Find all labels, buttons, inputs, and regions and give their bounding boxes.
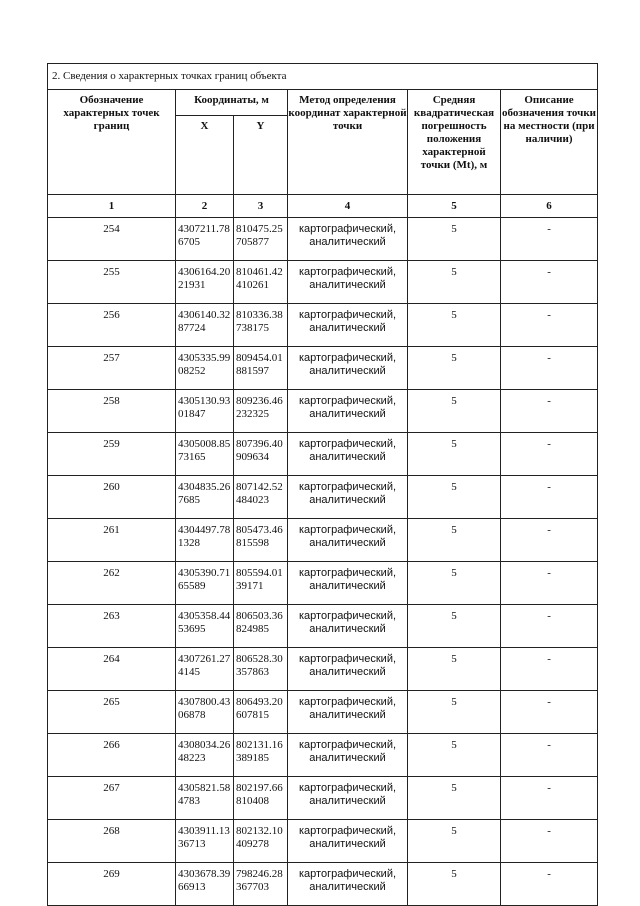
coord-y: 807142.52484023 — [234, 476, 288, 519]
coord-x: 4305390.7165589 — [176, 562, 234, 605]
column-number: 3 — [234, 195, 288, 218]
point-id: 266 — [48, 734, 176, 777]
table-row — [48, 605, 598, 648]
table-row — [48, 433, 598, 476]
description: - — [501, 777, 598, 820]
error-value: 5 — [408, 562, 501, 605]
coord-x: 4307261.274145 — [176, 648, 234, 691]
boundary-points-table — [47, 63, 598, 906]
error-value: 5 — [408, 261, 501, 304]
section-title: 2. Сведения о характерных точках границ объекта — [48, 64, 598, 90]
column-number: 1 — [48, 195, 176, 218]
header-x: X — [176, 116, 234, 195]
method: картографический, аналитический — [288, 605, 408, 648]
error-value: 5 — [408, 777, 501, 820]
coord-x: 4307211.786705 — [176, 218, 234, 261]
point-id: 267 — [48, 777, 176, 820]
coord-x: 4303911.1336713 — [176, 820, 234, 863]
error-value: 5 — [408, 863, 501, 906]
method: картографический, аналитический — [288, 820, 408, 863]
coord-x: 4304835.267685 — [176, 476, 234, 519]
coord-y: 809454.01881597 — [234, 347, 288, 390]
header-description: Описание обозначения точки на местности (при наличии) — [501, 90, 598, 195]
table-row — [48, 562, 598, 605]
point-id: 263 — [48, 605, 176, 648]
point-id: 268 — [48, 820, 176, 863]
coord-x: 4304497.781328 — [176, 519, 234, 562]
coord-x: 4306164.2021931 — [176, 261, 234, 304]
point-id: 264 — [48, 648, 176, 691]
description: - — [501, 820, 598, 863]
method: картографический, аналитический — [288, 261, 408, 304]
coord-y: 806493.20607815 — [234, 691, 288, 734]
description: - — [501, 304, 598, 347]
table-row — [48, 734, 598, 777]
column-number: 6 — [501, 195, 598, 218]
table-row — [48, 863, 598, 906]
coord-x: 4305130.9301847 — [176, 390, 234, 433]
coord-y: 807396.40909634 — [234, 433, 288, 476]
table-row — [48, 519, 598, 562]
table-row — [48, 476, 598, 519]
point-id: 255 — [48, 261, 176, 304]
coord-y: 802132.10409278 — [234, 820, 288, 863]
header-error: Средняя квадратическая погрешность положения характерной точки (Mt), м — [408, 90, 501, 195]
coord-y: 802197.66810408 — [234, 777, 288, 820]
coord-y: 810461.42410261 — [234, 261, 288, 304]
error-value: 5 — [408, 347, 501, 390]
description: - — [501, 562, 598, 605]
description: - — [501, 605, 598, 648]
table-row — [48, 304, 598, 347]
coord-y: 798246.28367703 — [234, 863, 288, 906]
coord-y: 810475.25705877 — [234, 218, 288, 261]
table-row — [48, 691, 598, 734]
column-number-row — [48, 195, 598, 218]
coord-x: 4306140.3287724 — [176, 304, 234, 347]
coord-y: 805473.46815598 — [234, 519, 288, 562]
point-id: 257 — [48, 347, 176, 390]
method: картографический, аналитический — [288, 476, 408, 519]
coord-y: 810336.38738175 — [234, 304, 288, 347]
method: картографический, аналитический — [288, 863, 408, 906]
point-id: 254 — [48, 218, 176, 261]
header-coords: Координаты, м — [176, 90, 288, 116]
description: - — [501, 390, 598, 433]
column-number: 2 — [176, 195, 234, 218]
description: - — [501, 519, 598, 562]
description: - — [501, 347, 598, 390]
error-value: 5 — [408, 433, 501, 476]
table-row — [48, 648, 598, 691]
coord-x: 4305821.584783 — [176, 777, 234, 820]
error-value: 5 — [408, 390, 501, 433]
error-value: 5 — [408, 648, 501, 691]
error-value: 5 — [408, 218, 501, 261]
table-row — [48, 820, 598, 863]
point-id: 269 — [48, 863, 176, 906]
coord-x: 4307800.4306878 — [176, 691, 234, 734]
description: - — [501, 734, 598, 777]
description: - — [501, 218, 598, 261]
point-id: 261 — [48, 519, 176, 562]
error-value: 5 — [408, 691, 501, 734]
coord-y: 805594.0139171 — [234, 562, 288, 605]
coord-y: 806503.36824985 — [234, 605, 288, 648]
point-id: 262 — [48, 562, 176, 605]
table-row — [48, 218, 598, 261]
point-id: 258 — [48, 390, 176, 433]
error-value: 5 — [408, 605, 501, 648]
coord-x: 4305335.9908252 — [176, 347, 234, 390]
method: картографический, аналитический — [288, 777, 408, 820]
error-value: 5 — [408, 519, 501, 562]
method: картографический, аналитический — [288, 304, 408, 347]
column-number: 4 — [288, 195, 408, 218]
description: - — [501, 261, 598, 304]
method: картографический, аналитический — [288, 390, 408, 433]
header-point: Обозначение характерных точек границ — [48, 90, 176, 195]
error-value: 5 — [408, 820, 501, 863]
method: картографический, аналитический — [288, 433, 408, 476]
coord-x: 4303678.3966913 — [176, 863, 234, 906]
method: картографический, аналитический — [288, 691, 408, 734]
table-row — [48, 261, 598, 304]
method: картографический, аналитический — [288, 562, 408, 605]
coord-y: 806528.30357863 — [234, 648, 288, 691]
error-value: 5 — [408, 476, 501, 519]
method: картографический, аналитический — [288, 218, 408, 261]
table-row — [48, 777, 598, 820]
coord-y: 802131.16389185 — [234, 734, 288, 777]
coord-y: 809236.46232325 — [234, 390, 288, 433]
error-value: 5 — [408, 304, 501, 347]
description: - — [501, 433, 598, 476]
method: картографический, аналитический — [288, 347, 408, 390]
description: - — [501, 863, 598, 906]
table-row — [48, 390, 598, 433]
method: картографический, аналитический — [288, 519, 408, 562]
method: картографический, аналитический — [288, 734, 408, 777]
method: картографический, аналитический — [288, 648, 408, 691]
point-id: 265 — [48, 691, 176, 734]
coord-x: 4305358.4453695 — [176, 605, 234, 648]
point-id: 256 — [48, 304, 176, 347]
coord-x: 4305008.8573165 — [176, 433, 234, 476]
point-id: 260 — [48, 476, 176, 519]
description: - — [501, 476, 598, 519]
table-row — [48, 347, 598, 390]
header-y: Y — [234, 116, 288, 195]
error-value: 5 — [408, 734, 501, 777]
point-id: 259 — [48, 433, 176, 476]
coord-x: 4308034.2648223 — [176, 734, 234, 777]
header-method: Метод определения координат характерной точки — [288, 90, 408, 195]
description: - — [501, 691, 598, 734]
column-number: 5 — [408, 195, 501, 218]
description: - — [501, 648, 598, 691]
